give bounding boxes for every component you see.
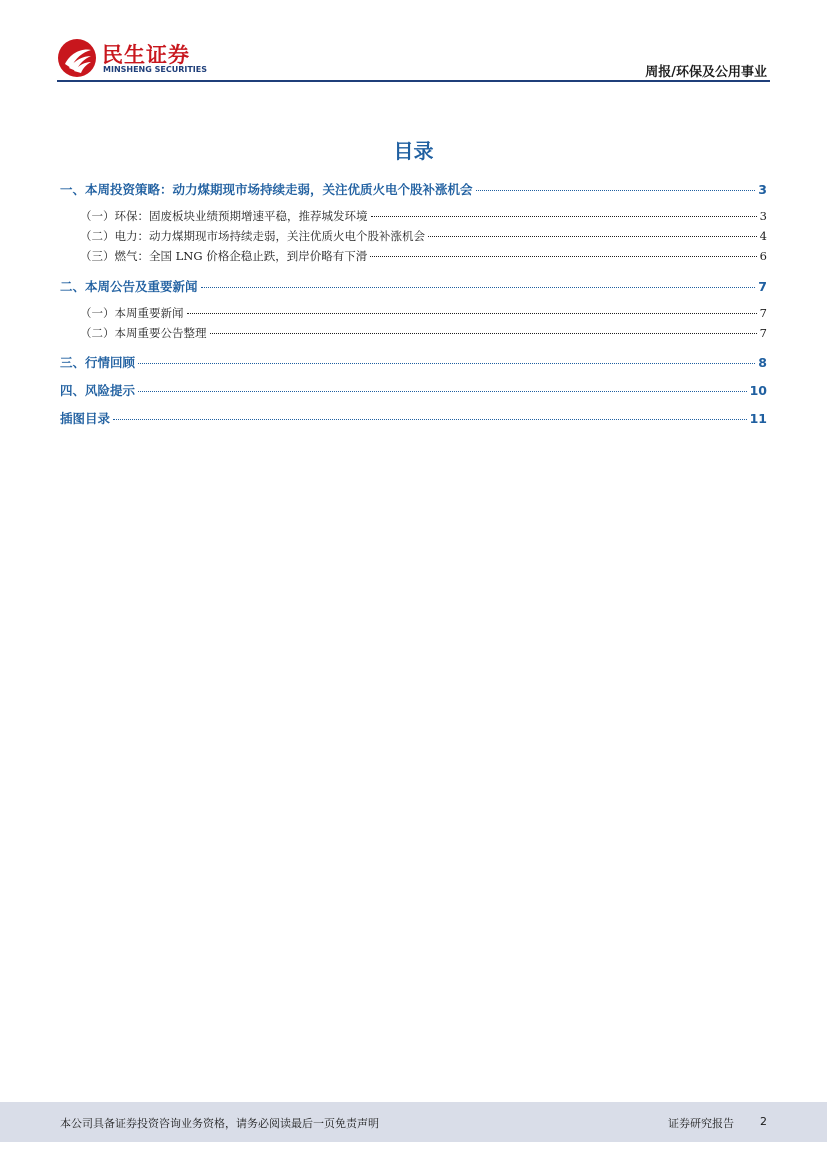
logo-chinese-name: 民生证券 [102,43,190,67]
toc-entry-page: 8 [758,355,767,370]
toc-entry[interactable] [60,277,767,295]
toc-leader-dots [476,190,756,191]
toc-entry-text: （一）本周重要新闻 [80,306,184,320]
toc-leader-dots [187,313,757,314]
toc-entry-page: 4 [759,229,767,243]
toc-entry[interactable] [60,353,767,371]
toc-entry-page: 11 [749,411,767,426]
toc-entry-text: 插图目录 [60,411,111,426]
toc-leader-dots [210,333,757,334]
toc-entry-text: （一）环保：固废板块业绩预期增速平稳，推荐城发环境 [80,209,368,223]
toc-entry[interactable] [60,325,767,341]
toc-entry[interactable] [60,248,767,264]
footer-document-type: 证券研究报告 [668,1117,734,1130]
toc-leader-dots [371,216,757,217]
toc-entry-text: 四、风险提示 [60,383,136,398]
toc-entry-text: 三、行情回顾 [60,355,136,370]
toc-entry-text: （二）电力：动力煤期现市场持续走弱，关注优质火电个股补涨机会 [80,229,425,243]
minsheng-logo-icon [57,38,97,78]
page-header [0,0,827,84]
toc-entry[interactable] [60,180,767,198]
toc-entry-page: 10 [749,383,767,398]
page-footer [0,1102,827,1142]
toc-leader-dots [138,363,755,364]
toc-leader-dots [428,236,757,237]
toc-leader-dots [201,287,756,288]
toc-entry-page: 7 [759,326,767,340]
toc-entry[interactable] [60,409,767,427]
report-type-label: 周报/环保及公用事业 [645,65,767,80]
toc-leader-dots [370,256,756,257]
toc-title: 目录 [393,139,434,163]
toc-entry[interactable] [60,381,767,399]
header-divider [57,80,770,82]
logo-english-name: MINSHENG SECURITIES [103,65,207,74]
toc-entry-page: 6 [759,249,767,263]
toc-leader-dots [138,391,747,392]
page-number: 2 [760,1115,767,1128]
footer-disclaimer: 本公司具备证券投资咨询业务资格，请务必阅读最后一页免责声明 [60,1117,379,1130]
company-logo [57,38,207,80]
toc-leader-dots [113,419,747,420]
toc-entry-page: 3 [758,182,767,197]
toc-entry-page: 7 [758,279,767,294]
toc-entry[interactable] [60,208,767,224]
toc-entry-text: 二、本周公告及重要新闻 [60,279,198,294]
toc-entry[interactable] [60,305,767,321]
toc-entry-text: （二）本周重要公告整理 [80,326,207,340]
toc-entry-page: 7 [759,306,767,320]
toc-entry-text: （三）燃气：全国 LNG 价格企稳止跌，到岸价略有下滑 [80,249,368,263]
toc-entry-page: 3 [759,209,767,223]
toc-entry-text: 一、本周投资策略：动力煤期现市场持续走弱，关注优质火电个股补涨机会 [60,182,473,197]
toc-entry[interactable] [60,228,767,244]
